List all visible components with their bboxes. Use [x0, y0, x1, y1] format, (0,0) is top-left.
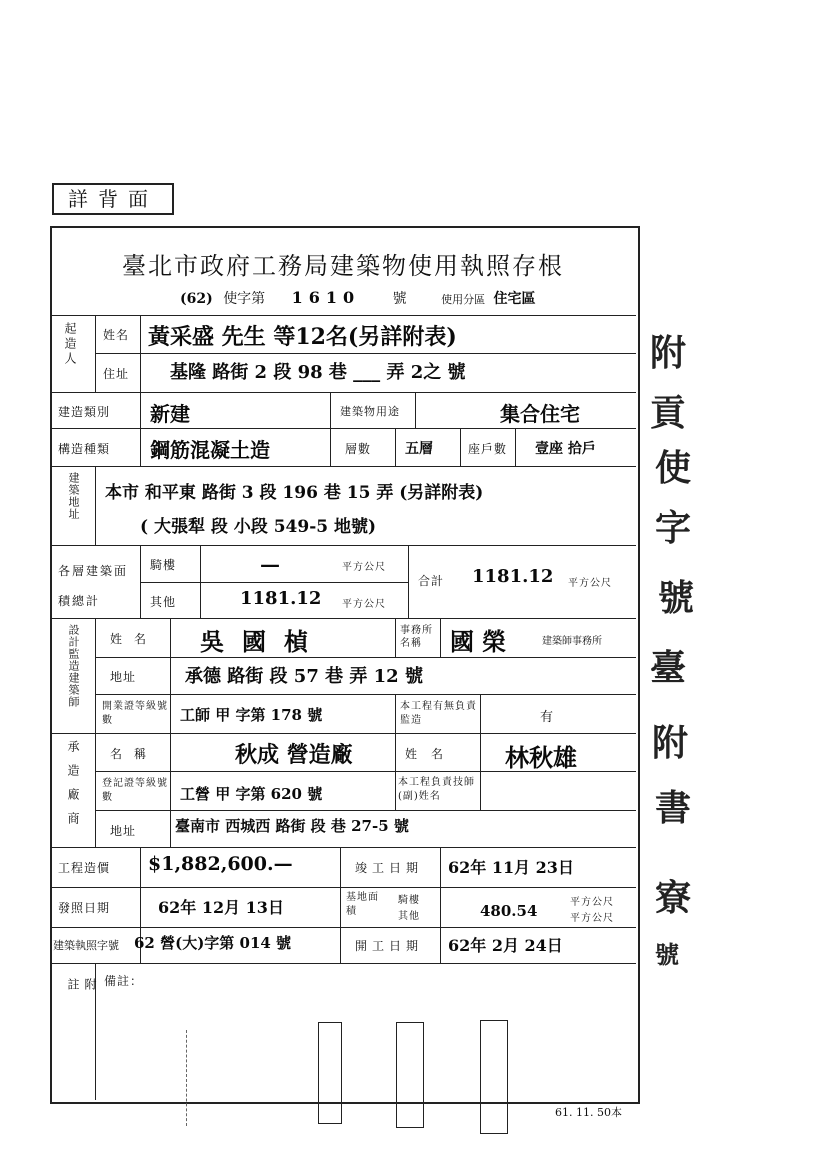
use-value: 集合住宅	[500, 402, 580, 426]
rule	[95, 466, 96, 545]
rule	[515, 428, 516, 466]
rule	[480, 694, 481, 733]
signature-scribble	[186, 1030, 257, 1126]
rule	[395, 733, 396, 810]
issue-value: 62年 12月 13日	[158, 898, 284, 917]
site-other-value: 480.54	[480, 902, 538, 920]
architect-section-label: 設計監造建築師	[67, 624, 80, 708]
note-section-label: 附註	[66, 978, 97, 1060]
rule	[395, 428, 396, 466]
contractor-address-label: 地址	[110, 824, 137, 838]
contractor-tech-label: 本工程負責技師(副)姓名	[398, 777, 475, 802]
rule	[51, 887, 636, 888]
permit-char: 使字第	[223, 291, 266, 307]
architect-address-value: 承德 路街 段 57 巷 弄 12 號	[185, 666, 423, 687]
rule	[51, 927, 636, 928]
zone-label: 使用分區	[441, 293, 486, 306]
rule	[395, 694, 396, 733]
contractor-license-value: 工營 甲 字第 620 號	[180, 785, 323, 803]
area-unit: 平方公尺	[342, 562, 386, 573]
contractor-name-label: 名稱	[110, 747, 159, 761]
rule	[95, 618, 96, 847]
rule	[340, 847, 341, 963]
site-arcade-label: 騎樓	[398, 895, 420, 906]
build-permit-value: 62 營(大)字第 014 號	[134, 934, 292, 952]
rule	[140, 392, 141, 466]
construction-type-label: 建造類別	[58, 405, 111, 419]
rule	[140, 545, 141, 618]
rule	[170, 618, 171, 847]
contractor-section-label: 承造廠商	[66, 740, 80, 836]
architect-address-label: 地址	[110, 670, 137, 684]
side-char: 貢	[650, 392, 687, 434]
rule	[408, 545, 409, 618]
rule	[51, 466, 636, 467]
cost-value: $1,882,600.—	[148, 853, 293, 875]
units-label: 座戶數	[468, 442, 508, 456]
rule	[140, 582, 408, 583]
floors-value: 五層	[405, 441, 433, 457]
structure-value: 鋼筋混凝土造	[150, 438, 270, 462]
contractor-owner-value: 林秋雄	[505, 743, 577, 772]
rule	[51, 428, 636, 429]
rule	[415, 392, 416, 428]
area-other-value: 1181.12	[240, 588, 322, 609]
area-arcade-label: 騎樓	[150, 558, 177, 572]
seal-stamp	[318, 1022, 342, 1124]
area-unit: 平方公尺	[342, 599, 386, 610]
construction-type-value: 新建	[150, 402, 190, 426]
side-char: 號	[658, 577, 695, 619]
form-title: 臺北市政府工務局建築物使用執照存根	[122, 252, 564, 280]
rule	[460, 428, 461, 466]
architect-name-label: 姓名	[110, 632, 159, 646]
area-total-label: 合計	[418, 574, 445, 588]
area-section-label: 各層建築面積總計	[58, 564, 129, 608]
rule	[95, 315, 96, 393]
architect-license-label: 開業證等級號數	[102, 701, 168, 726]
area-unit: 平方公尺	[568, 578, 612, 589]
rule	[95, 353, 636, 354]
architect-office-label: 事務所名稱	[400, 625, 433, 649]
applicant-address-value: 基隆 路街 2 段 98 巷 ___ 弄 2之 號	[170, 362, 466, 383]
site-line1: 本市 和平東 路街 3 段 196 巷 15 弄 (另詳附表)	[105, 483, 484, 503]
complete-label: 竣工日期	[355, 861, 424, 875]
rule	[95, 657, 636, 658]
side-char: 附	[650, 332, 687, 374]
complete-value: 62年 11月 23日	[448, 858, 574, 877]
applicant-address-label: 住址	[103, 367, 130, 381]
architect-supervise-value: 有	[540, 710, 554, 725]
applicant-name-value: 黃采盛 先生 等12名(另詳附表)	[148, 324, 457, 350]
site-area-unit: 平方公尺	[570, 913, 614, 924]
permit-hao: 號	[392, 291, 407, 307]
start-value: 62年 2月 24日	[448, 936, 563, 955]
site-other-label: 其他	[398, 911, 420, 922]
rule	[330, 392, 331, 466]
site-line2: ( 大張犁 段 小段 549-5 地號)	[140, 517, 377, 537]
issue-label: 發照日期	[58, 901, 111, 915]
architect-name-value: 吳國楨	[200, 627, 326, 656]
contractor-license-label: 登記證等級號數	[102, 778, 168, 803]
side-char: 字	[655, 507, 692, 549]
rule	[440, 847, 441, 963]
area-arcade-value: —	[260, 552, 280, 576]
rule	[440, 618, 441, 658]
side-char: 使	[655, 447, 692, 489]
rule	[51, 847, 636, 848]
rule	[95, 694, 636, 695]
side-char: 書	[655, 787, 692, 829]
floors-label: 層數	[345, 442, 372, 456]
permit-line	[180, 288, 620, 308]
rule	[140, 315, 141, 393]
seal-stamp	[396, 1022, 424, 1128]
seal-stamp	[480, 1020, 508, 1134]
rule	[51, 315, 636, 316]
side-char: 號	[655, 940, 679, 969]
rule	[51, 618, 636, 619]
site-area-label: 基地面積	[346, 892, 379, 917]
area-total-value: 1181.12	[472, 566, 554, 587]
rule	[51, 733, 636, 734]
units-value: 壹座 拾戶	[535, 441, 596, 457]
permit-number: 1610	[291, 288, 361, 307]
rule	[395, 618, 396, 658]
rule	[51, 545, 636, 546]
rule	[51, 963, 636, 964]
site-section-label: 建築地址	[67, 472, 80, 520]
stamp-label: 詳背面	[68, 187, 158, 211]
use-label: 建築物用途	[340, 405, 400, 418]
side-char: 寮	[655, 877, 692, 919]
side-char: 臺	[650, 647, 687, 689]
rule	[480, 733, 481, 810]
side-char: 附	[652, 722, 689, 764]
start-label: 開工日期	[355, 939, 424, 953]
applicant-section-label: 起造人	[63, 322, 77, 367]
rule	[95, 810, 636, 811]
architect-supervise-label: 本工程有無負責監造	[400, 701, 477, 726]
note-label: 備註：	[104, 974, 144, 988]
permit-year: (62)	[180, 291, 213, 307]
contractor-name-value: 秋成 營造廠	[235, 742, 353, 768]
stamp-label-box	[52, 183, 174, 215]
build-permit-label: 建築執照字號	[53, 939, 119, 952]
architect-office-suffix: 建築師事務所	[542, 636, 602, 647]
site-area-unit: 平方公尺	[570, 897, 614, 908]
rule	[51, 392, 636, 393]
applicant-name-label: 姓名	[103, 328, 130, 342]
architect-office-value: 國榮	[450, 627, 514, 656]
area-other-label: 其他	[150, 595, 177, 609]
contractor-owner-label: 姓名	[405, 747, 458, 761]
rule	[200, 545, 201, 618]
zone-value: 住宅區	[493, 291, 536, 307]
architect-license-value: 工師 甲 字第 178 號	[180, 706, 323, 724]
contractor-address-value: 臺南市 西城西 路街 段 巷 27-5 號	[175, 817, 409, 835]
structure-label: 構造種類	[58, 442, 111, 456]
cost-label: 工程造價	[58, 861, 111, 875]
form-code: 61. 11. 50本	[555, 1106, 622, 1119]
